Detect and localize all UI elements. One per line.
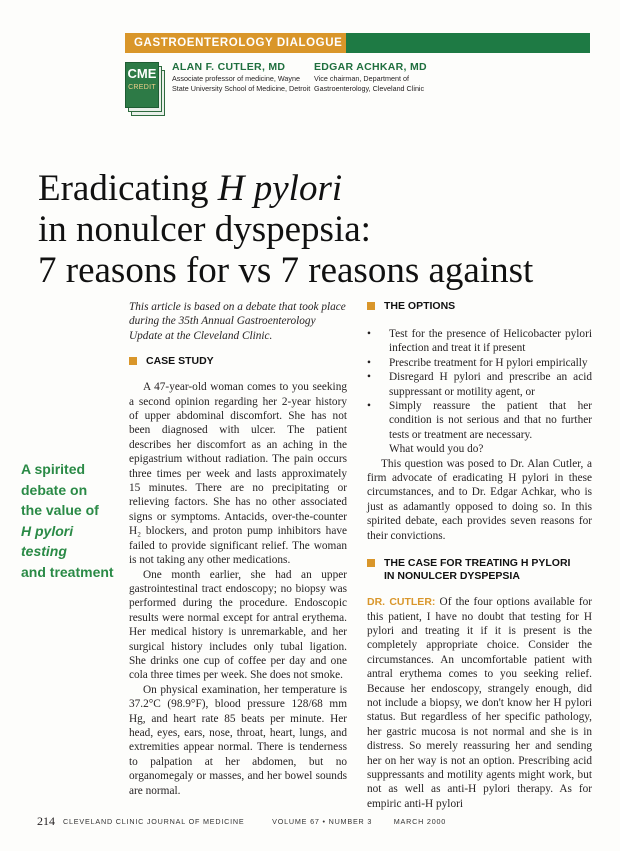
cme-credit-badge <box>125 62 165 116</box>
journal-name: CLEVELAND CLINIC JOURNAL OF MEDICINE <box>63 817 245 826</box>
section-heading-text: THE CASE FOR TREATING H PYLORI <box>384 557 571 570</box>
issue-info: VOLUME 67 • NUMBER 3 <box>272 817 373 826</box>
title-organism: H pylori <box>217 168 343 209</box>
author-affiliation: Associate professor of medicine, Wayne <box>172 74 300 83</box>
author-block-achkar <box>314 61 464 94</box>
list-item: • Simply reassure the patient that her condition is not serious and that no further tests or treatment are necessary. <box>367 399 592 442</box>
section-banner-accent <box>346 33 590 53</box>
article-intro: This article is based on a debate that took place during the 35th Annual Gastroenterology Update at the Cleveland Clinic. <box>129 301 346 342</box>
section-label: GASTROENTEROLOGY DIALOGUE <box>134 37 343 49</box>
list-item: • Disregard H pylori and prescribe an acid suppressant or motility agent, or <box>367 370 592 399</box>
cme-badge-subtext: CREDIT <box>128 84 156 91</box>
title-line: Eradicating <box>38 168 218 209</box>
author-name: EDGAR ACHKAR, MD <box>314 61 427 73</box>
square-bullet-icon <box>367 559 375 567</box>
pull-quote-line: A spirited <box>21 461 86 477</box>
column-left <box>129 300 347 798</box>
author-block-cutler <box>172 61 322 94</box>
pull-quote <box>21 459 121 582</box>
title-line: in nonulcer dyspepsia: <box>38 209 371 250</box>
cme-badge-text: CME <box>127 66 157 81</box>
section-heading-case-study <box>129 355 347 368</box>
speaker-text: Of the four options available for this patient, I have no doubt that testing for H pylori and treating it if it is present is the completely appropriate choice. Consider the circumstances. An uncomfortable patient with antral erythema comes to you seeking relief. Because her endoscopy, strangely enough, did not include a biopsy, we don't know her H pylori status. But regardless of her specific pathology, her gastric mucosa is not normal and she is in distress. So merely reassuring her and sending her on her way is not an option. Prescribing acid suppressants and motility agents might work, but not as well as anti-H pylori therapy. As for empiric anti-H pylori <box>367 596 593 810</box>
body-paragraph: One month earlier, she had an upper gastrointestinal tract endoscopy; no biopsy was performed during the procedure. Endoscopic results were normal except for antral erythema. Her medical history is unremarkable, and her surgical history includes only tubal ligation. She drinks one cup of coffee per day and one cola three times per week. She does not smoke. <box>129 568 347 682</box>
page-number: 214 <box>37 814 55 828</box>
section-heading-text: IN NONULCER DYSPEPSIA <box>384 570 520 583</box>
square-bullet-icon <box>129 357 137 365</box>
column-right <box>367 300 592 811</box>
pull-quote-line: debate on <box>21 481 88 498</box>
section-heading-text: THE OPTIONS <box>384 300 456 312</box>
issue-date: MARCH 2000 <box>393 817 447 826</box>
author-affiliation: Gastroenterology, Cleveland Clinic <box>314 84 425 93</box>
section-heading-text: CASE STUDY <box>146 355 214 368</box>
list-item: • Test for the presence of Helicobacter pylori infection and treat it if present <box>367 327 592 356</box>
section-heading-options <box>367 300 592 313</box>
question-text: What would you do? <box>389 443 484 456</box>
list-item: • Prescribe treatment for H pylori empirically <box>367 356 592 370</box>
pull-quote-line: the value of <box>21 502 99 518</box>
article-title <box>38 168 598 291</box>
title-line: 7 reasons for vs 7 reasons against <box>38 250 534 291</box>
author-name: ALAN F. CUTLER, MD <box>172 61 286 73</box>
author-affiliation: Vice chairman, Department of <box>314 74 409 83</box>
speaker-label: DR. CUTLER: <box>367 596 436 609</box>
section-heading-case-for <box>367 557 592 583</box>
body-paragraph <box>367 595 592 811</box>
body-paragraph: On physical examination, her temperature is 37.2°C (98.9°F), blood pressure 128/68 mm Hg, and heart rate 85 beats per minute. Her head, eyes, ears, nose, throat, heart, lungs, and extremities appear normal. There is tenderness to palpation at her abdomen, but no organomegaly or masses, and her bowel sounds are normal. <box>129 683 347 797</box>
running-footer <box>63 817 446 826</box>
options-list <box>367 327 592 442</box>
author-affiliation: State University School of Medicine, Detroit <box>172 84 311 93</box>
body-paragraph: A 47-year-old woman comes to you seeking a second opinion regarding her 2-year history of upper abdominal discomfort. She has not been diagnosed with ulcer. The patient describes her discomfort as an aching in the epigastrium without radiation. The pain occurs three times per week and lasts approximately 15 minutes. There are no precipitating or relieving factors. She has no other associated signs or symptoms. Antacids, over-the-counter H₂ blockers, and proton pump inhibitors have failed to provide significant relief. The woman is not taking any other medications. <box>129 381 347 567</box>
square-bullet-icon <box>367 302 375 310</box>
pull-quote-line: and treatment <box>21 563 114 580</box>
pull-quote-line: H pylori testing <box>21 522 74 559</box>
body-paragraph: This question was posed to Dr. Alan Cutler, a firm advocate of eradicating H pylori in these circumstances, and to Dr. Edgar Achkar, who is just as adamantly opposed to doing so. In this spirited debate, each provides seven reasons for their convictions. <box>367 457 592 542</box>
